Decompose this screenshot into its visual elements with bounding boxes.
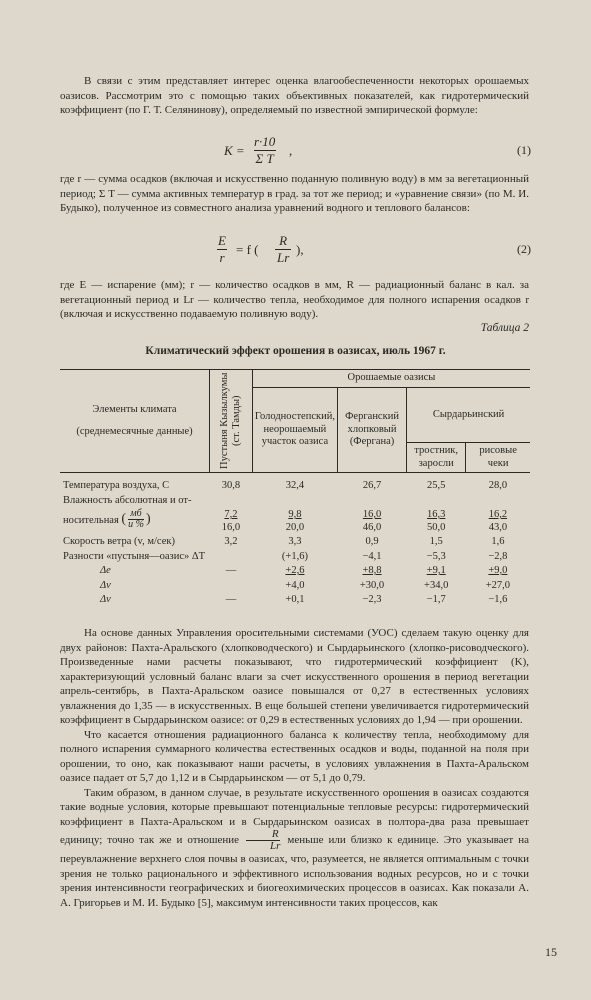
table-row: Скорость ветра (v, м/сек) 3,2 3,3 0,9 1,5 1,6: [63, 536, 505, 547]
table-header-row: [60, 370, 530, 388]
table-row: Δe — +2,6 +8,8 +9,1 +9,0: [100, 565, 508, 576]
table-row: Разности «пустыня—оазис» ΔT (+1,6) −4,1 −5,3 −2,8: [63, 550, 508, 562]
table-row: Температура воздуха, С 30,8 32,4 26,7 25,5 28,0: [63, 480, 508, 491]
header-reed: тростник, заросли: [407, 443, 466, 473]
where-2-paragraph: где E — испарение (мм); r — количество осадков в мм, R — радиационный баланс в кал. за вегетационный период и Lr — количество тепла, необходимое для полного испарения осадков r (включая и искусственно подаваемую поливную воду).: [60, 279, 529, 320]
table-row: Δv +4,0 +30,0 +34,0 +27,0: [100, 579, 511, 591]
header-irrigated: Орошаемые оазисы: [252, 370, 530, 388]
page-number: 15: [545, 945, 557, 959]
intro-paragraph: В связи с этим представляет интерес оценка влагообеспеченности некоторых орошаемых оазисов. Рассмотрим это с помощью таких объективных показателей, как гидротермический коэффициент (по Г. Т. Селянинову), определяемый по известной эмпирической формуле:: [60, 75, 529, 116]
equation-2: $\frac{E}{r}$ = f ( $\frac{R}{Lr}$ ), (2): [218, 233, 531, 265]
header-fergana: Ферганский хлопковый (Фергана): [337, 387, 406, 473]
table-title: Климатический эффект орошения в оазисах, июль 1967 г.: [145, 345, 446, 357]
eq2-inner-fraction: $\frac{R}{Lr}$: [277, 233, 290, 265]
table-row: Δv — +0,1 −2,3 −1,7 −1,6: [100, 594, 508, 605]
body-text: [60, 626, 529, 910]
where-1-paragraph: где r — сумма осадков (включая и искусственно поданную поливную воду) в мм за вегетационный период; Σ T — сумма активных температур в град. за тот же период; и «уравнение связи» (по М. И. Будыко), полученное из совместного анализа уравнений водного и теплового балансов:: [60, 173, 529, 214]
eq1-number: (1): [517, 143, 531, 157]
eq1-lhs: K =: [224, 143, 245, 158]
header-syrdarya: Сырдарьинский: [407, 387, 530, 443]
climate-table: [60, 369, 530, 608]
paragraph-2: Что касается отношения радиационного баланса к количеству тепла, необходимому для полного испарения суммарного количества естественных осадков и воды, поданной на поля при орошении, то оно, как показывают наши расчеты, в условиях увлажнения в Пахта-Аральском оазисе падает от 5,7 до 1,12 и в Сырдарьинском — от 5,1 до 0,79.: [60, 728, 529, 784]
eq1-fraction: $\frac{r\cdot 10}{\text{Σ T}}$: [254, 134, 276, 166]
eq2-lhs-fraction: $\frac{E}{r}$: [218, 233, 226, 265]
paragraph-1: На основе данных Управления оросительными системами (УОС) сделаем такую оценку для двух районов: Пахта-Аральского (хлопководческого) и Сырдарьинского (хлопко-рисоводческого). Произведенные нами расчеты показывают, что гидротермический коэффициент (K), характеризующий условный баланс влаги за счет искусственного орошения в период вегетации апрель-сентябрь, в Пахта-Аральском оазисе повышался от 0,27 в естественных условиях увлажнения до 1,35 — в искусственных. В еще большей степени увеличивается гидротермический коэффициент в Сырдарьинском оазисе: от 0,29 в естественных условиях до 1,94 — при орошении.: [60, 627, 529, 726]
header-golodno: Голодностепский, неорошаемый участок оазиса: [252, 387, 337, 473]
header-rice: рисовые чеки: [466, 443, 530, 473]
header-elements: Элементы климата (среднемесячные данные): [60, 370, 210, 473]
table-row: носительная ( $\frac{мб}{u \%}$ ) 7,2 16,0 9,8 20,0 16,0 46,0 16,3 50,0 16,2 43,0: [63, 508, 508, 533]
equation-1: K = $\frac{r\cdot 10}{\text{Σ T}}$ , (1): [224, 134, 531, 166]
eq2-number: (2): [517, 242, 531, 256]
table-row: Влажность абсолютная и от-: [63, 494, 192, 506]
r-over-lr-fraction: $\frac{R}{Lr}$: [246, 829, 280, 852]
paragraph-3: Таким образом, в данном случае, в результате искусственного орошения в оазисах создаются такие водные условия, которые превышают потенциальные тепловые ресурсы: гидротермический коэффициент в Пахта-Аральском и в Сырдарьинском оазисах в полтора-два раза превышает единицу; точно так же и отношение $\frac{R}{Lr}$ меньше или близко к единице. Это указывает на переувлажнение верхнего слоя почвы в оазисах, что, разумеется, не является оптимальным с точки зрения не только рационального и эффективного использования водных ресурсов, но и с точки зрения интенсивности географических и биогеохимических процессов в оазисах. Как показали А. А. Григорьев и М. И. Будыко [5], максимум интенсивности таких процессов, как: [60, 786, 530, 909]
table-caption: Таблица 2: [480, 322, 529, 334]
header-desert: Пустыня Кызылкумы (ст. Тамды): [210, 370, 253, 473]
humidity-unit-fraction: $\frac{мб}{u \%}$: [128, 508, 144, 530]
